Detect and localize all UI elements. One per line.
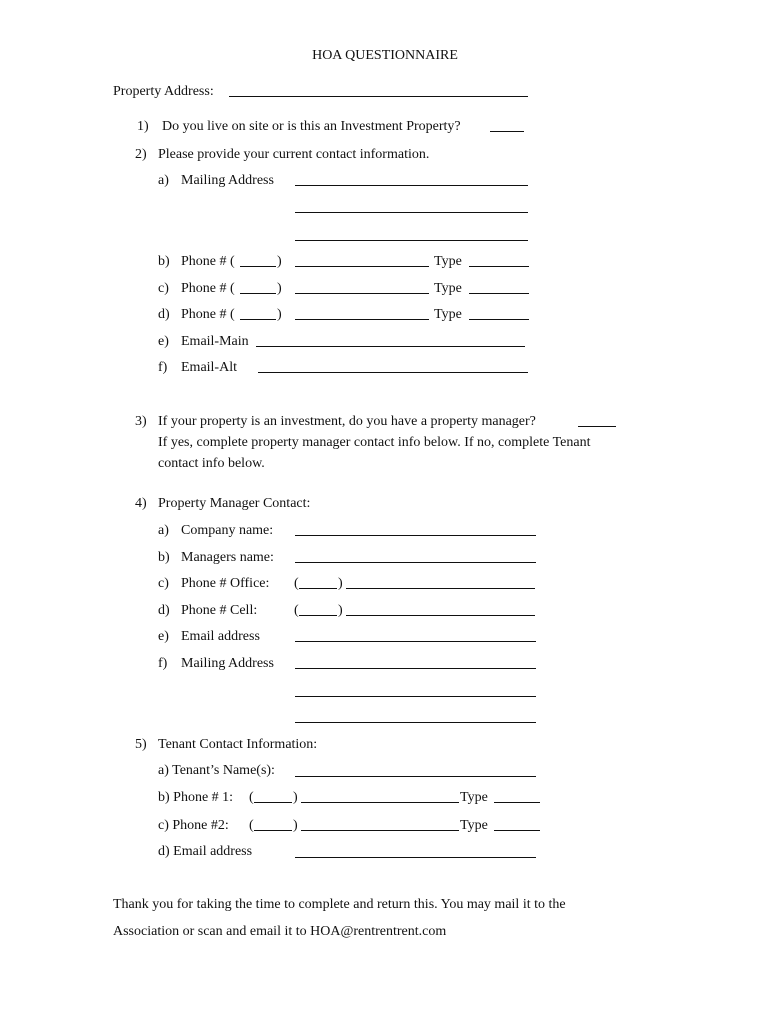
q2c-letter: c): [158, 281, 169, 296]
q2d-area-code-field[interactable]: [240, 319, 276, 320]
q2-mailing-address-line-2[interactable]: [295, 212, 528, 213]
q3-answer-field[interactable]: [578, 426, 616, 427]
q4a-letter: a): [158, 523, 169, 538]
q2e-label: Email-Main: [181, 334, 249, 349]
q4-mailing-address-line-3[interactable]: [295, 722, 536, 723]
q4c-label: Phone # Office:: [181, 576, 270, 591]
q2a-label: Mailing Address: [181, 173, 274, 188]
q5b-area-code-field[interactable]: [254, 802, 292, 803]
q5c-type-label: Type: [460, 818, 488, 833]
q2-text: Please provide your current contact information.: [158, 147, 430, 162]
q5-email-address-field[interactable]: [295, 857, 536, 858]
q5b-type-label: Type: [460, 790, 488, 805]
q4f-letter: f): [158, 656, 168, 671]
q4d-area-code-field[interactable]: [299, 615, 337, 616]
q4a-label: Company name:: [181, 523, 274, 538]
property-address-field[interactable]: [229, 96, 528, 97]
q2c-type-field[interactable]: [469, 293, 529, 294]
q4c-area-code-field[interactable]: [299, 588, 337, 589]
q4b-letter: b): [158, 550, 170, 565]
q1-text: Do you live on site or is this an Investment Property?: [162, 119, 461, 134]
q1-number: 1): [137, 119, 149, 134]
q4d-label: Phone # Cell:: [181, 603, 258, 618]
q4-managers-name-field[interactable]: [295, 562, 536, 563]
q5c-type-field[interactable]: [494, 830, 540, 831]
q2c-label: Phone # (: [181, 281, 235, 296]
q2c-type-label: Type: [434, 281, 462, 296]
q5c-label: c) Phone #2:: [158, 818, 229, 833]
q2f-label: Email-Alt: [181, 360, 237, 375]
q2c-area-code-field[interactable]: [240, 293, 276, 294]
q2b-letter: b): [158, 254, 170, 269]
q2b-label: Phone # (: [181, 254, 235, 269]
q4c-letter: c): [158, 576, 169, 591]
q2-mailing-address-line-1[interactable]: [295, 185, 528, 186]
q2b-paren-close: ): [277, 254, 282, 269]
q2-email-alt-field[interactable]: [258, 372, 528, 373]
q3-line-2: If yes, complete property manager contact info below. If no, complete Tenant: [158, 435, 591, 450]
q4-mailing-address-line-1[interactable]: [295, 668, 536, 669]
q4-text: Property Manager Contact:: [158, 496, 311, 511]
q2a-letter: a): [158, 173, 169, 188]
q2-mailing-address-line-3[interactable]: [295, 240, 528, 241]
q2d-paren-close: ): [277, 307, 282, 322]
q2-number: 2): [135, 147, 147, 162]
q5-number: 5): [135, 737, 147, 752]
q4d-letter: d): [158, 603, 170, 618]
q4-number: 4): [135, 496, 147, 511]
q5c-paren-open: (: [249, 818, 254, 833]
q5b-label: b) Phone # 1:: [158, 790, 234, 805]
q5-text: Tenant Contact Information:: [158, 737, 318, 752]
q2e-letter: e): [158, 334, 169, 349]
q2f-letter: f): [158, 360, 168, 375]
q2d-phone-field[interactable]: [295, 319, 429, 320]
q4c-paren-close: ): [338, 576, 343, 591]
q5-phone-2-field[interactable]: [301, 830, 459, 831]
q4-phone-cell-field[interactable]: [346, 615, 535, 616]
q4-phone-office-field[interactable]: [346, 588, 535, 589]
property-address-label: Property Address:: [113, 84, 214, 99]
q2c-phone-field[interactable]: [295, 293, 429, 294]
q4-email-address-field[interactable]: [295, 641, 536, 642]
q5b-paren-close: ): [293, 790, 298, 805]
q4-company-name-field[interactable]: [295, 535, 536, 536]
q2-email-main-field[interactable]: [256, 346, 525, 347]
q1-answer-field[interactable]: [490, 131, 524, 132]
q5-tenant-name-field[interactable]: [295, 776, 536, 777]
q3-number: 3): [135, 414, 147, 429]
q4b-label: Managers name:: [181, 550, 274, 565]
q2b-phone-field[interactable]: [295, 266, 429, 267]
q3-line-3: contact info below.: [158, 456, 265, 471]
q5c-paren-close: ): [293, 818, 298, 833]
q5c-area-code-field[interactable]: [254, 830, 292, 831]
q2b-area-code-field[interactable]: [240, 266, 276, 267]
q4c-paren-open: (: [294, 576, 299, 591]
page-title: HOA QUESTIONNAIRE: [312, 48, 458, 63]
q5d-label: d) Email address: [158, 844, 253, 859]
q2b-type-field[interactable]: [469, 266, 529, 267]
q2d-letter: d): [158, 307, 170, 322]
q4-mailing-address-line-2[interactable]: [295, 696, 536, 697]
q2d-label: Phone # (: [181, 307, 235, 322]
q5-phone-1-field[interactable]: [301, 802, 459, 803]
q5b-paren-open: (: [249, 790, 254, 805]
q5a-label: a) Tenant’s Name(s):: [158, 763, 275, 778]
q2d-type-field[interactable]: [469, 319, 529, 320]
footer-line-2: Association or scan and email it to HOA@rentrentrent.com: [113, 924, 447, 939]
q4f-label: Mailing Address: [181, 656, 274, 671]
footer-line-1: Thank you for taking the time to complete and return this. You may mail it to the: [113, 897, 566, 912]
q4d-paren-close: ): [338, 603, 343, 618]
q4d-paren-open: (: [294, 603, 299, 618]
q2d-type-label: Type: [434, 307, 462, 322]
q4e-letter: e): [158, 629, 169, 644]
q5b-type-field[interactable]: [494, 802, 540, 803]
q2b-type-label: Type: [434, 254, 462, 269]
q3-line-1: If your property is an investment, do you have a property manager?: [158, 414, 536, 429]
q2c-paren-close: ): [277, 281, 282, 296]
q4e-label: Email address: [181, 629, 260, 644]
